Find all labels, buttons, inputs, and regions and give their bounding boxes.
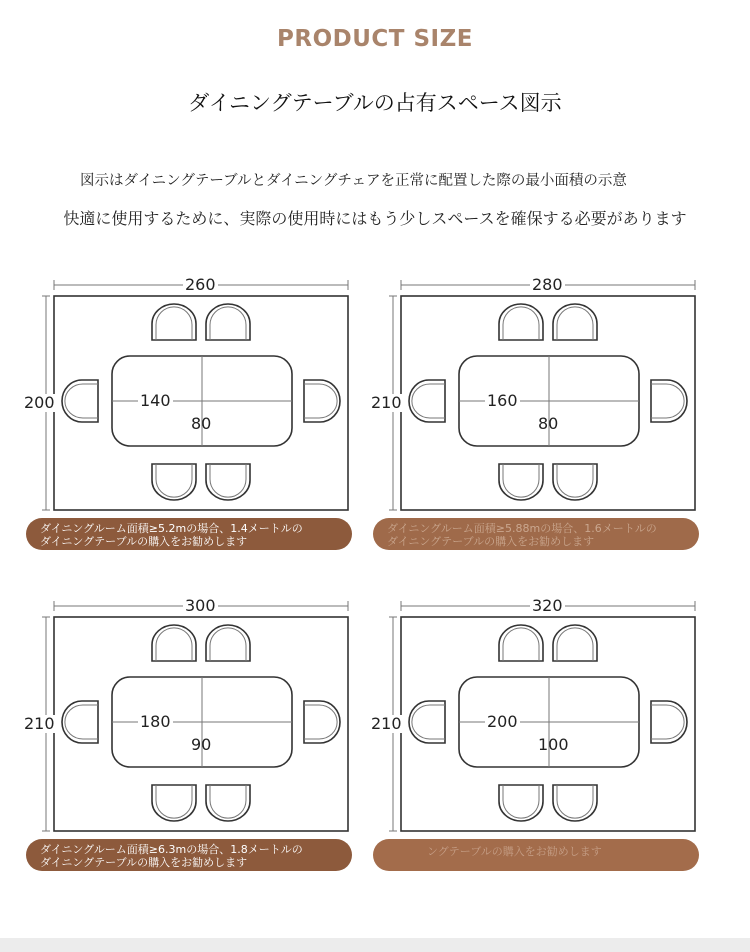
recommendation-banner <box>26 518 352 550</box>
chair-inner-line <box>210 628 246 661</box>
chair-bottom-left <box>499 464 543 500</box>
chair-top-right <box>553 625 597 661</box>
recommendation-banner <box>373 518 699 550</box>
chair-inner-line <box>651 705 684 739</box>
page-title: PRODUCT SIZE <box>277 26 473 52</box>
chair-inner-line <box>557 628 593 661</box>
room-depth-label: 210 <box>371 393 402 412</box>
chair-inner-line <box>503 628 539 661</box>
chair-left <box>409 380 445 422</box>
chair-inner-line <box>503 785 539 818</box>
page-subtitle: ダイニングテーブルの占有スペース図示 <box>188 91 562 115</box>
chair-inner-line <box>65 705 98 739</box>
chair-inner-line <box>210 785 246 818</box>
chair-inner-line <box>304 705 337 739</box>
recommendation-line-2: ダイニングテーブルの購入をお勧めします <box>387 535 595 548</box>
recommendation-line-2: ングテーブルの購入をお勧めします <box>427 845 602 858</box>
size-diagram-1 <box>24 275 380 576</box>
chair-inner-line <box>412 384 445 418</box>
chair-top-left <box>499 304 543 340</box>
chair-inner-line <box>65 384 98 418</box>
chair-inner-line <box>156 628 192 661</box>
table-width-label: 200 <box>487 712 518 731</box>
diagram-note: 図示はダイニングテーブルとダイニングチェアを正常に配置した際の最小面積の示意 <box>80 173 627 189</box>
room-width-label: 320 <box>532 596 563 615</box>
recommendation-line-2: ダイニングテーブルの購入をお勧めします <box>40 856 248 869</box>
table-width-label: 160 <box>487 391 518 410</box>
chair-right <box>304 701 340 743</box>
chair-inner-line <box>210 307 246 340</box>
chair-bottom-right <box>553 464 597 500</box>
chair-inner-line <box>156 464 192 497</box>
chair-top-left <box>499 625 543 661</box>
chair-inner-line <box>156 307 192 340</box>
chair-top-right <box>206 625 250 661</box>
recommendation-line-1: ダイニングルーム面積≥5.2mの場合、1.4メートルの <box>40 522 303 535</box>
chair-bottom-left <box>499 785 543 821</box>
table-depth-label: 80 <box>191 414 212 433</box>
chair-right <box>651 701 687 743</box>
recommendation-banner <box>26 839 352 871</box>
recommendation-line-1: ダイニングルーム面積≥6.3mの場合、1.8メートルの <box>40 843 303 856</box>
chair-right <box>651 380 687 422</box>
comfort-note: 快適に使用するために、実際の使用時にはもう少しスペースを確保する必要があります <box>63 209 687 228</box>
size-diagram-3 <box>24 596 380 897</box>
chair-left <box>62 380 98 422</box>
room-depth-label: 210 <box>371 714 402 733</box>
table-depth-label: 100 <box>538 735 569 754</box>
chair-right <box>304 380 340 422</box>
chair-inner-line <box>412 705 445 739</box>
room-width-label: 300 <box>185 596 216 615</box>
chair-inner-line <box>557 307 593 340</box>
chair-inner-line <box>304 384 337 418</box>
chair-bottom-right <box>553 785 597 821</box>
size-diagram-4 <box>371 596 727 897</box>
chair-inner-line <box>156 785 192 818</box>
chair-left <box>409 701 445 743</box>
room-width-label: 280 <box>532 275 563 294</box>
chair-top-right <box>206 304 250 340</box>
chair-inner-line <box>210 464 246 497</box>
chair-top-left <box>152 304 196 340</box>
chair-bottom-left <box>152 785 196 821</box>
room-depth-label: 210 <box>24 714 55 733</box>
chair-bottom-left <box>152 464 196 500</box>
chair-inner-line <box>557 785 593 818</box>
table-depth-label: 80 <box>538 414 559 433</box>
chair-inner-line <box>503 307 539 340</box>
page-bottom-edge <box>0 938 750 952</box>
room-width-label: 260 <box>185 275 216 294</box>
chair-inner-line <box>503 464 539 497</box>
recommendation-banner <box>373 839 699 871</box>
recommendation-line-2: ダイニングテーブルの購入をお勧めします <box>40 535 248 548</box>
table-width-label: 180 <box>140 712 171 731</box>
table-depth-label: 90 <box>191 735 212 754</box>
chair-inner-line <box>557 464 593 497</box>
chair-bottom-right <box>206 464 250 500</box>
chair-left <box>62 701 98 743</box>
chair-top-left <box>152 625 196 661</box>
chair-top-right <box>553 304 597 340</box>
chair-inner-line <box>651 384 684 418</box>
chair-bottom-right <box>206 785 250 821</box>
room-depth-label: 200 <box>24 393 55 412</box>
recommendation-line-1: ダイニングルーム面積≥5.88mの場合、1.6メートルの <box>387 522 657 535</box>
table-width-label: 140 <box>140 391 171 410</box>
size-diagram-2 <box>371 275 727 576</box>
